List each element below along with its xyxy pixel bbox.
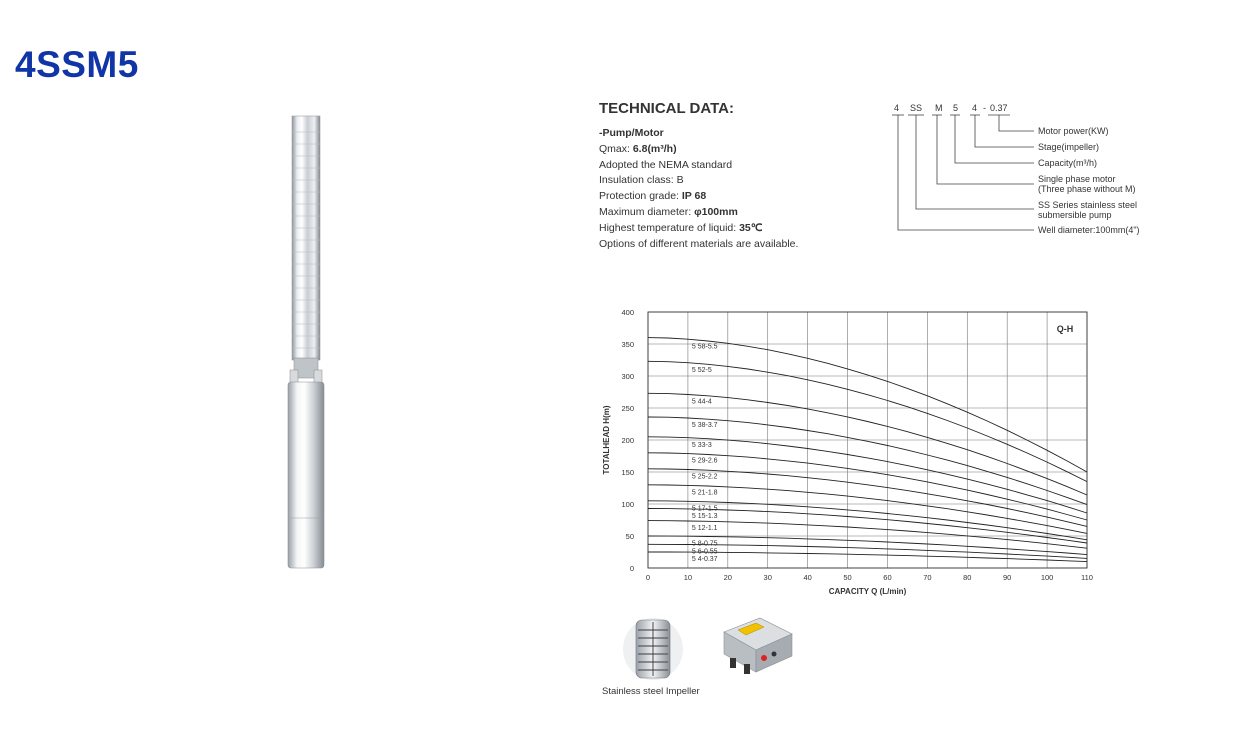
legend-series: SS Series stainless steel: [1038, 200, 1138, 210]
x-tick-label: 20: [723, 573, 732, 582]
series-label: 5 29-2.6: [691, 457, 718, 465]
series-label: 5 21-1.8: [691, 489, 718, 497]
y-tick-label: 300: [621, 372, 634, 381]
spec-materials: Options of different materials are available.: [599, 237, 799, 250]
x-tick-label: 30: [763, 573, 772, 582]
qh-chart-svg: [598, 302, 1110, 602]
spec-insulation: Insulation class: B: [599, 174, 684, 187]
y-tick-label: 100: [621, 500, 634, 509]
code-part-diameter: 4: [894, 103, 900, 113]
series-label: 5 15-1.3: [691, 512, 718, 520]
legend-capacity: Capacity(m³/h): [1038, 158, 1098, 168]
series-label: 5 12-1.1: [691, 525, 718, 533]
series-label: 5 4-0.37: [691, 556, 718, 564]
code-separator: -: [983, 103, 986, 113]
technical-heading: TECHNICAL DATA:: [599, 100, 734, 117]
performance-chart: [598, 302, 1110, 602]
legend-well-diameter: Well diameter:100mm(4"): [1038, 225, 1140, 235]
series-line: [648, 338, 1087, 472]
y-tick-label: 400: [621, 308, 634, 317]
x-tick-label: 50: [843, 573, 852, 582]
series-label: 5 17-1.5: [691, 505, 718, 513]
series-label: 5 8-0.75: [691, 540, 718, 548]
chart-ylabel: TOTALHEAD H(m): [602, 405, 611, 475]
y-tick-label: 200: [621, 436, 634, 445]
spec-standard: Adopted the NEMA standard: [599, 158, 733, 171]
spec-protection: Protection grade: IP 68: [599, 190, 707, 203]
y-tick-label: 50: [625, 532, 634, 541]
chart-title: Q-H: [1056, 324, 1074, 334]
x-tick-label: 90: [1003, 573, 1012, 582]
x-tick-label: 0: [645, 573, 651, 582]
y-tick-label: 150: [621, 468, 634, 477]
code-part-power: 0.37: [990, 103, 1008, 113]
x-tick-label: 80: [963, 573, 972, 582]
code-part-stage: 4: [972, 103, 978, 113]
x-tick-label: 40: [803, 573, 812, 582]
series-label: 5 38-3.7: [691, 422, 718, 430]
legend-motor-power: Motor power(KW): [1038, 126, 1109, 136]
y-tick-label: 250: [621, 404, 634, 413]
control-box-image: [716, 610, 796, 682]
series-label: 5 52-5: [691, 366, 712, 374]
series-label: 5 44-4: [691, 398, 712, 406]
y-tick-label: 0: [629, 564, 634, 573]
series-label: 5 33-3: [691, 441, 712, 449]
code-part-series: SS: [910, 103, 923, 113]
impeller-image: [618, 616, 688, 682]
series-label: 5 58-5.5: [691, 343, 718, 351]
code-part-capacity: 5: [953, 103, 959, 113]
chart-xlabel: CAPACITY Q (L/min): [828, 587, 907, 596]
legend-phase-note: (Three phase without M): [1038, 184, 1136, 194]
spec-temperature: Highest temperature of liquid: 35℃: [599, 221, 763, 234]
x-tick-label: 110: [1081, 573, 1093, 582]
accessory-caption: Stainless steel Impeller: [602, 686, 700, 697]
code-part-phase: M: [935, 103, 943, 113]
technical-section: -Pump/Motor: [599, 127, 664, 139]
x-tick-label: 10: [683, 573, 693, 582]
x-tick-label: 70: [923, 573, 932, 582]
pump-image: [284, 112, 328, 572]
legend-phase: Single phase motor: [1038, 174, 1116, 184]
series-label: 5 25-2.2: [691, 473, 718, 481]
legend-stage: Stage(impeller): [1038, 142, 1100, 152]
x-tick-label: 100: [1040, 573, 1054, 582]
x-tick-label: 60: [883, 573, 892, 582]
model-code-diagram: [886, 96, 1186, 246]
product-title: 4SSM5: [15, 44, 139, 85]
spec-qmax: Qmax: 6.8(m³/h): [599, 142, 677, 155]
technical-data: [599, 100, 798, 252]
legend-series-note: submersible pump: [1038, 210, 1112, 220]
series-label: 5 6-0.55: [691, 548, 718, 556]
spec-diameter: Maximum diameter: φ100mm: [599, 205, 738, 218]
y-tick-label: 350: [621, 340, 634, 349]
